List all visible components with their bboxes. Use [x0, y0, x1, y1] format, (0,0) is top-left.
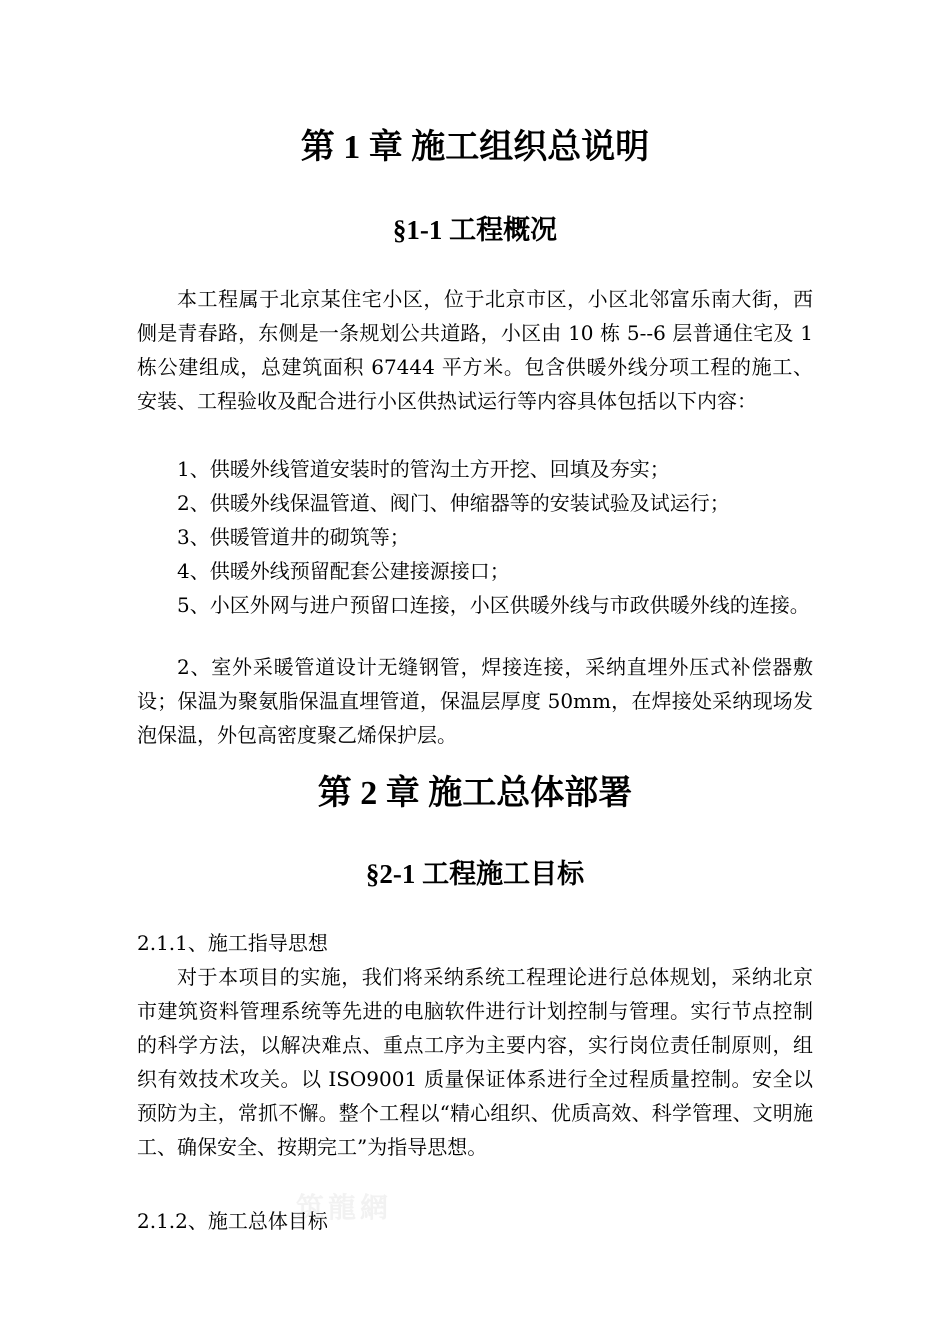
subsection-2-1-2: 2.1.2、施工总体目标 [137, 1209, 328, 1233]
scope-item-1: 1、供暖外线管道安装时的管沟土方开挖、回填及夯实； [177, 457, 670, 481]
section-1-1-title: §1-1 工程概况 [392, 215, 558, 245]
chapter-2-title: 第 2 章 施工总体部署 [317, 775, 633, 812]
scope-item-5: 5、小区外网与进户预留口连接，小区供暖外线与市政供暖外线的连接。 [177, 593, 810, 617]
section-2-1-title: §2-1 工程施工目标 [365, 859, 585, 889]
scope-item-3: 3、供暖管道井的砌筑等； [177, 525, 410, 549]
subsection-2-1-1: 2.1.1、施工指导思想 [137, 931, 328, 955]
scope-item-2: 2、供暖外线保温管道、阀门、伸缩器等的安装试验及试运行； [177, 491, 730, 515]
scope-item-4: 4、供暖外线预留配套公建接源接口； [177, 559, 510, 583]
pipe-design-paragraph: 2、室外采暖管道设计无缝钢管，焊接连接，采纳直埋外压式补偿器敷设；保温为聚氨脂保温直埋管道，保温层厚度 50mm，在焊接处采纳现场发泡保温，外包高密度聚乙烯保护层。 [137, 655, 813, 747]
project-overview-paragraph: 本工程属于北京某住宅小区，位于北京市区，小区北邻富乐南大街，西侧是青春路，东侧是一条规划公共道路，小区由 10 栋 5--6 层普通住宅及 1 栋公建组成，总建筑面积 67444 平方米。包含供暖外线分项工程的施工、安装、工程验收及配合进行小区供热试运行等内容具体包括以下内容： [137, 287, 813, 413]
watermark-logo: 筑龍網 [296, 1191, 393, 1224]
guiding-thought-paragraph: 对于本项目的实施，我们将采纳系统工程理论进行总体规划，采纳北京市建筑资料管理系统等先进的电脑软件进行计划控制与管理。实行节点控制的科学方法，以解决难点、重点工序为主要内容，实行岗位责任制原则，组织有效技术攻关。以 ISO9001 质量保证体系进行全过程质量控制。安全以预防为主，常抓不懈。整个工程以“精心组织、优质高效、科学管理、文明施工、确保安全、按期完工”为指导思想。 [137, 965, 813, 1159]
chapter-1-title: 第 1 章 施工组织总说明 [300, 129, 650, 166]
